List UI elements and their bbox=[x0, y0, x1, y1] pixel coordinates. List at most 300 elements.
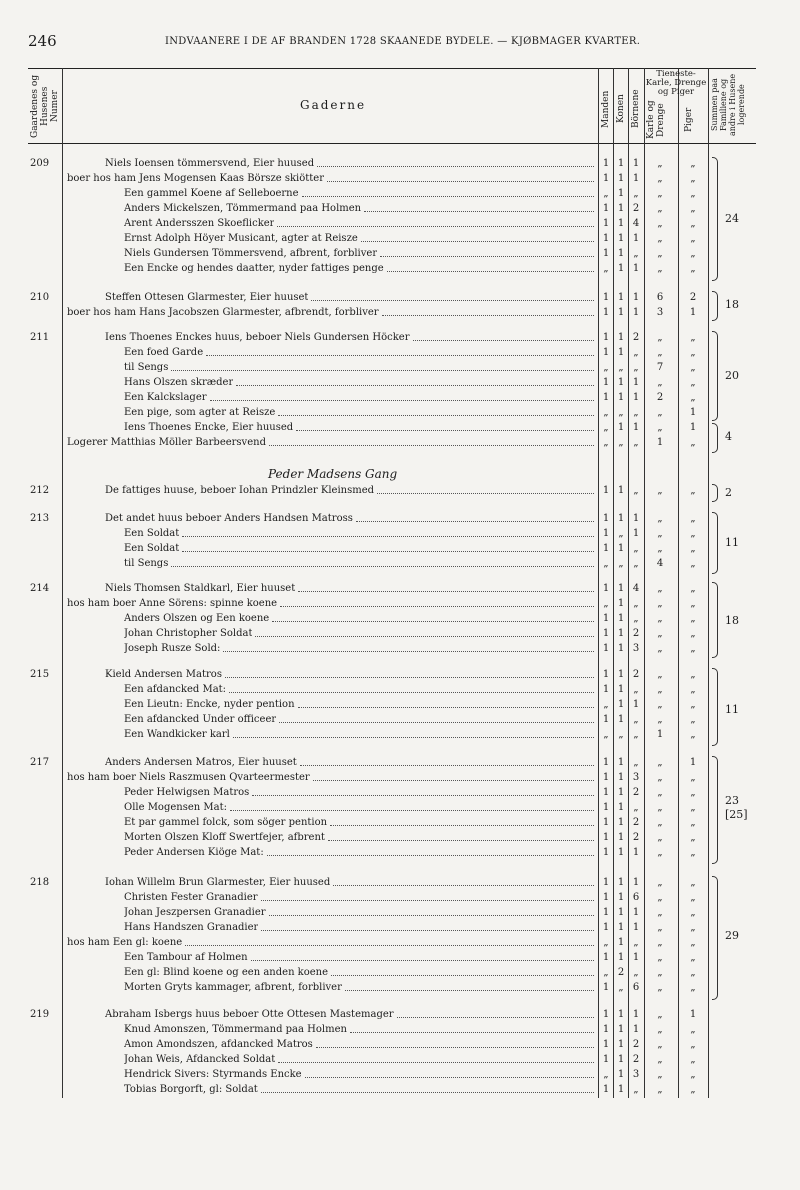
count-b: 1 bbox=[632, 877, 640, 888]
family-brace bbox=[712, 157, 718, 281]
count-kd: „ bbox=[657, 967, 663, 978]
family-brace bbox=[712, 876, 718, 1000]
count-kd: „ bbox=[657, 628, 663, 639]
count-b: 1 bbox=[632, 847, 640, 858]
leader-dots bbox=[305, 1068, 594, 1078]
table-row bbox=[0, 831, 800, 845]
count-b: 3 bbox=[632, 772, 640, 783]
count-b: „ bbox=[633, 714, 639, 725]
family-sum: 18 bbox=[725, 614, 739, 627]
count-m: 1 bbox=[602, 714, 610, 725]
count-m: 1 bbox=[602, 332, 610, 343]
leader-dots bbox=[302, 187, 594, 197]
count-kd: „ bbox=[657, 802, 663, 813]
count-b: 6 bbox=[632, 982, 640, 993]
resident-text: Een gl: Blind koene og een anden koene bbox=[124, 967, 329, 978]
count-p: „ bbox=[690, 643, 696, 654]
count-kd: „ bbox=[657, 877, 663, 888]
table-row bbox=[0, 951, 800, 965]
count-k: 1 bbox=[617, 787, 625, 798]
family-sum: 11 bbox=[725, 536, 739, 549]
count-kd: „ bbox=[657, 543, 663, 554]
count-m: „ bbox=[603, 422, 609, 433]
table-row bbox=[0, 936, 800, 950]
leader-dots bbox=[364, 202, 594, 212]
leader-dots bbox=[278, 1053, 594, 1063]
count-m: „ bbox=[603, 407, 609, 418]
count-p: „ bbox=[690, 714, 696, 725]
family-brace bbox=[712, 512, 718, 574]
count-p: „ bbox=[690, 188, 696, 199]
count-kd: „ bbox=[657, 787, 663, 798]
count-p: „ bbox=[690, 362, 696, 373]
count-b: 1 bbox=[632, 263, 640, 274]
leader-dots bbox=[252, 786, 594, 796]
count-m: „ bbox=[603, 729, 609, 740]
resident-text: hos ham boer Anne Sörens: spinne koene bbox=[67, 598, 278, 609]
table-row bbox=[0, 876, 800, 890]
leader-dots bbox=[356, 512, 594, 522]
count-k: 1 bbox=[617, 1024, 625, 1035]
count-m: 1 bbox=[602, 347, 610, 358]
count-p: „ bbox=[690, 377, 696, 388]
count-b: „ bbox=[633, 729, 639, 740]
leader-dots bbox=[280, 597, 594, 607]
count-m: 1 bbox=[602, 802, 610, 813]
table-row bbox=[0, 698, 800, 712]
count-p: „ bbox=[690, 802, 696, 813]
count-m: 1 bbox=[602, 173, 610, 184]
count-p: „ bbox=[690, 248, 696, 259]
count-kd: „ bbox=[657, 643, 663, 654]
count-b: 1 bbox=[632, 292, 640, 303]
section-title: Peder Madsens Gang bbox=[268, 467, 398, 481]
count-k: 1 bbox=[617, 817, 625, 828]
count-k: 1 bbox=[617, 485, 625, 496]
count-b: „ bbox=[633, 543, 639, 554]
leader-dots bbox=[316, 1038, 594, 1048]
count-k: 1 bbox=[617, 628, 625, 639]
count-p: „ bbox=[690, 922, 696, 933]
family-sum: 24 bbox=[725, 212, 739, 225]
count-k: 1 bbox=[617, 263, 625, 274]
count-k: 1 bbox=[617, 613, 625, 624]
leader-dots bbox=[313, 771, 594, 781]
count-kd: 3 bbox=[656, 307, 664, 318]
resident-text: Knud Amonszen, Tömmermand paa Holmen bbox=[124, 1024, 347, 1035]
family-brace bbox=[712, 756, 718, 864]
count-m: „ bbox=[603, 558, 609, 569]
count-p: „ bbox=[690, 543, 696, 554]
table-row bbox=[0, 728, 800, 742]
table-row bbox=[0, 921, 800, 935]
resident-text: Abraham Isbergs huus beboer Otte Ottesen Mastemager bbox=[105, 1009, 394, 1020]
table-row bbox=[0, 1053, 800, 1067]
count-k: 1 bbox=[617, 188, 625, 199]
family-sum-corrected: [25] bbox=[725, 808, 748, 821]
count-p: „ bbox=[690, 158, 696, 169]
table-row bbox=[0, 391, 800, 405]
leader-dots bbox=[230, 801, 594, 811]
count-p: „ bbox=[690, 817, 696, 828]
count-p: „ bbox=[690, 583, 696, 594]
table-row bbox=[0, 512, 800, 526]
resident-text: Anders Andersen Matros, Eier huuset bbox=[105, 757, 297, 768]
count-kd: „ bbox=[657, 982, 663, 993]
resident-text: Niels Gundersen Tömmersvend, afbrent, forbliver bbox=[124, 248, 378, 259]
resident-text: til Sengs bbox=[124, 362, 169, 373]
count-kd: „ bbox=[657, 1039, 663, 1050]
family-brace bbox=[712, 484, 718, 502]
table-row bbox=[0, 542, 800, 556]
table-row bbox=[0, 771, 800, 785]
resident-text: Een Soldat bbox=[124, 543, 180, 554]
count-m: 1 bbox=[602, 1009, 610, 1020]
family-brace bbox=[712, 291, 718, 321]
count-b: 2 bbox=[632, 332, 640, 343]
count-kd: „ bbox=[657, 158, 663, 169]
count-kd: „ bbox=[657, 263, 663, 274]
count-m: 1 bbox=[602, 892, 610, 903]
resident-text: Johan Christopher Soldat bbox=[124, 628, 253, 639]
count-m: 1 bbox=[602, 203, 610, 214]
count-p: „ bbox=[690, 233, 696, 244]
count-b: „ bbox=[633, 485, 639, 496]
resident-text: Niels Ioensen tömmersvend, Eier huused bbox=[105, 158, 315, 169]
count-k: 1 bbox=[617, 173, 625, 184]
resident-text: Een Kalckslager bbox=[124, 392, 207, 403]
family-sum: 11 bbox=[725, 703, 739, 716]
count-m: 1 bbox=[602, 1039, 610, 1050]
count-b: 1 bbox=[632, 907, 640, 918]
count-kd: „ bbox=[657, 1009, 663, 1020]
table-row bbox=[0, 1068, 800, 1082]
count-m: 1 bbox=[602, 543, 610, 554]
table-row bbox=[0, 157, 800, 171]
count-m: 1 bbox=[602, 832, 610, 843]
count-kd: „ bbox=[657, 233, 663, 244]
count-m: 1 bbox=[602, 377, 610, 388]
count-k: 1 bbox=[617, 952, 625, 963]
col-manden: Manden bbox=[601, 90, 611, 128]
col-karle: Karle og Drenge bbox=[646, 100, 666, 140]
count-m: „ bbox=[603, 967, 609, 978]
table-row bbox=[0, 484, 800, 498]
count-b: 2 bbox=[632, 817, 640, 828]
count-kd: „ bbox=[657, 907, 663, 918]
count-k: 1 bbox=[617, 877, 625, 888]
count-kd: 7 bbox=[656, 362, 664, 373]
count-k: 1 bbox=[617, 218, 625, 229]
count-p: „ bbox=[690, 787, 696, 798]
count-b: 3 bbox=[632, 643, 640, 654]
table-row bbox=[0, 906, 800, 920]
count-b: 1 bbox=[632, 307, 640, 318]
table-row bbox=[0, 262, 800, 276]
count-b: 1 bbox=[632, 377, 640, 388]
count-b: „ bbox=[633, 558, 639, 569]
count-b: 2 bbox=[632, 1054, 640, 1065]
leader-dots bbox=[317, 157, 594, 167]
count-kd: 1 bbox=[656, 437, 664, 448]
count-m: „ bbox=[603, 598, 609, 609]
leader-dots bbox=[345, 981, 594, 991]
resident-text: Iens Thoenes Enckes huus, beboer Niels Gundersen Höcker bbox=[105, 332, 410, 343]
leader-dots bbox=[328, 831, 594, 841]
count-k: 2 bbox=[617, 967, 625, 978]
count-m: 1 bbox=[602, 952, 610, 963]
count-p: 1 bbox=[689, 407, 697, 418]
table-row bbox=[0, 966, 800, 980]
count-k: „ bbox=[618, 528, 624, 539]
count-b: 1 bbox=[632, 922, 640, 933]
count-kd: „ bbox=[657, 485, 663, 496]
table-row bbox=[0, 846, 800, 860]
col-bornene: Börnene bbox=[631, 89, 641, 129]
leader-dots bbox=[311, 291, 594, 301]
count-k: 1 bbox=[617, 772, 625, 783]
count-p: 1 bbox=[689, 307, 697, 318]
count-p: „ bbox=[690, 218, 696, 229]
leader-dots bbox=[296, 421, 594, 431]
resident-text: Joseph Rusze Sold: bbox=[124, 643, 221, 654]
count-m: 1 bbox=[602, 907, 610, 918]
count-kd: 1 bbox=[656, 729, 664, 740]
count-b: 1 bbox=[632, 952, 640, 963]
count-m: 1 bbox=[602, 1024, 610, 1035]
count-p: „ bbox=[690, 847, 696, 858]
count-m: „ bbox=[603, 188, 609, 199]
count-b: 4 bbox=[632, 218, 640, 229]
count-k: 1 bbox=[617, 832, 625, 843]
resident-text: Een Soldat bbox=[124, 528, 180, 539]
leader-dots bbox=[261, 921, 594, 931]
leader-dots bbox=[327, 172, 594, 182]
resident-text: Een pige, som agter at Reisze bbox=[124, 407, 276, 418]
count-k: 1 bbox=[617, 1054, 625, 1065]
resident-text: Iohan Willelm Brun Glarmester, Eier huused bbox=[105, 877, 331, 888]
count-p: „ bbox=[690, 699, 696, 710]
count-b: „ bbox=[633, 967, 639, 978]
count-k: 1 bbox=[617, 307, 625, 318]
count-m: 1 bbox=[602, 982, 610, 993]
count-m: 1 bbox=[602, 218, 610, 229]
count-kd: „ bbox=[657, 248, 663, 259]
family-sum: 29 bbox=[725, 929, 739, 942]
count-p: „ bbox=[690, 528, 696, 539]
count-b: 2 bbox=[632, 203, 640, 214]
count-m: 1 bbox=[602, 158, 610, 169]
resident-text: Ernst Adolph Höyer Musicant, agter at Reisze bbox=[124, 233, 358, 244]
house-number: 211 bbox=[30, 332, 50, 343]
count-b: 3 bbox=[632, 1069, 640, 1080]
count-b: 4 bbox=[632, 583, 640, 594]
resident-text: Niels Thomsen Staldkarl, Eier huuset bbox=[105, 583, 296, 594]
count-k: 1 bbox=[617, 802, 625, 813]
count-b: „ bbox=[633, 937, 639, 948]
table-row bbox=[0, 247, 800, 261]
leader-dots bbox=[298, 698, 594, 708]
count-p: „ bbox=[690, 877, 696, 888]
table-row bbox=[0, 421, 800, 435]
count-b: „ bbox=[633, 1084, 639, 1095]
family-sum: 4 bbox=[725, 430, 732, 443]
count-p: „ bbox=[690, 892, 696, 903]
count-k: 1 bbox=[617, 699, 625, 710]
count-kd: „ bbox=[657, 347, 663, 358]
resident-text: Tobias Borgorft, gl: Soldat bbox=[124, 1084, 258, 1095]
count-k: „ bbox=[618, 407, 624, 418]
count-b: 1 bbox=[632, 528, 640, 539]
count-b: 1 bbox=[632, 1009, 640, 1020]
count-k: „ bbox=[618, 362, 624, 373]
resident-text: Steffen Ottesen Glarmester, Eier huuset bbox=[105, 292, 309, 303]
count-k: 1 bbox=[617, 513, 625, 524]
resident-text: hos ham Een gl: koene bbox=[67, 937, 183, 948]
resident-text: boer hos ham Jens Mogensen Kaas Börsze skiötter bbox=[67, 173, 324, 184]
leader-dots bbox=[171, 361, 594, 371]
table-row bbox=[0, 756, 800, 770]
table-row bbox=[0, 436, 800, 450]
count-kd: „ bbox=[657, 922, 663, 933]
count-m: „ bbox=[603, 437, 609, 448]
count-p: „ bbox=[690, 967, 696, 978]
count-k: 1 bbox=[617, 937, 625, 948]
leader-dots bbox=[413, 331, 594, 341]
leader-dots bbox=[225, 668, 594, 678]
table-row bbox=[0, 891, 800, 905]
count-m: 1 bbox=[602, 1054, 610, 1065]
count-k: 1 bbox=[617, 392, 625, 403]
count-b: „ bbox=[633, 407, 639, 418]
count-k: 1 bbox=[617, 332, 625, 343]
leader-dots bbox=[279, 713, 594, 723]
leader-dots bbox=[233, 728, 594, 738]
count-kd: „ bbox=[657, 513, 663, 524]
resident-text: De fattiges huuse, beboer Iohan Prindzler Kleinsmed bbox=[105, 485, 375, 496]
count-kd: „ bbox=[657, 203, 663, 214]
table-row bbox=[0, 713, 800, 727]
count-p: „ bbox=[690, 729, 696, 740]
leader-dots bbox=[269, 436, 594, 446]
resident-text: Morten Gryts kammager, afbrent, forbliver bbox=[124, 982, 342, 993]
count-p: „ bbox=[690, 173, 696, 184]
table-row bbox=[0, 187, 800, 201]
leader-dots bbox=[251, 951, 594, 961]
count-k: „ bbox=[618, 437, 624, 448]
count-m: 1 bbox=[602, 669, 610, 680]
count-kd: „ bbox=[657, 598, 663, 609]
count-m: 1 bbox=[602, 613, 610, 624]
count-p: „ bbox=[690, 203, 696, 214]
table-row bbox=[0, 217, 800, 231]
resident-text: Een gammel Koene af Selleboerne bbox=[124, 188, 299, 199]
resident-text: boer hos ham Hans Jacobszen Glarmester, afbrendt, forbliver bbox=[67, 307, 379, 318]
count-p: „ bbox=[690, 1054, 696, 1065]
count-kd: „ bbox=[657, 1054, 663, 1065]
resident-text: Morten Olszen Kloff Swertfejer, afbrent bbox=[124, 832, 325, 843]
table-row bbox=[0, 801, 800, 815]
table-row bbox=[0, 683, 800, 697]
count-m: 1 bbox=[602, 1084, 610, 1095]
count-p: „ bbox=[690, 1084, 696, 1095]
count-k: 1 bbox=[617, 669, 625, 680]
count-m: 1 bbox=[602, 307, 610, 318]
count-k: 1 bbox=[617, 1039, 625, 1050]
resident-text: Hans Olszen skræder bbox=[124, 377, 234, 388]
count-m: „ bbox=[603, 937, 609, 948]
resident-text: Een Wandkicker karl bbox=[124, 729, 230, 740]
count-p: 1 bbox=[689, 1009, 697, 1020]
count-kd: „ bbox=[657, 832, 663, 843]
family-sum: 18 bbox=[725, 298, 739, 311]
count-b: „ bbox=[633, 188, 639, 199]
count-p: „ bbox=[690, 392, 696, 403]
resident-text: Een Lieutn: Encke, nyder pention bbox=[124, 699, 295, 710]
leader-dots bbox=[331, 966, 594, 976]
house-number: 214 bbox=[30, 583, 50, 594]
leader-dots bbox=[261, 1083, 594, 1093]
count-m: „ bbox=[603, 263, 609, 274]
count-b: 1 bbox=[632, 513, 640, 524]
table-row bbox=[0, 376, 800, 390]
leader-dots bbox=[236, 376, 594, 386]
leader-dots bbox=[298, 582, 594, 592]
resident-text: Een foed Garde bbox=[124, 347, 204, 358]
count-m: 1 bbox=[602, 513, 610, 524]
leader-dots bbox=[333, 876, 594, 886]
count-b: 1 bbox=[632, 392, 640, 403]
leader-dots bbox=[272, 612, 594, 622]
house-number: 218 bbox=[30, 877, 50, 888]
leader-dots bbox=[380, 247, 594, 257]
count-k: 1 bbox=[617, 757, 625, 768]
resident-text: Anders Mickelszen, Tömmermand paa Holmen bbox=[124, 203, 362, 214]
leader-dots bbox=[171, 557, 594, 567]
count-p: „ bbox=[690, 669, 696, 680]
count-p: „ bbox=[690, 684, 696, 695]
leader-dots bbox=[210, 391, 594, 401]
leader-dots bbox=[361, 232, 594, 242]
leader-dots bbox=[382, 306, 594, 316]
count-p: 2 bbox=[689, 292, 697, 303]
count-k: 1 bbox=[617, 543, 625, 554]
count-b: „ bbox=[633, 684, 639, 695]
resident-text: Peder Andersen Kiöge Mat: bbox=[124, 847, 264, 858]
leader-dots bbox=[255, 627, 594, 637]
count-m: 1 bbox=[602, 757, 610, 768]
resident-text: til Sengs bbox=[124, 558, 169, 569]
table-row bbox=[0, 816, 800, 830]
table-row bbox=[0, 406, 800, 420]
count-m: 1 bbox=[602, 684, 610, 695]
count-k: 1 bbox=[617, 158, 625, 169]
count-p: 1 bbox=[689, 422, 697, 433]
count-k: 1 bbox=[617, 583, 625, 594]
count-p: „ bbox=[690, 513, 696, 524]
count-kd: „ bbox=[657, 613, 663, 624]
house-number: 217 bbox=[30, 757, 50, 768]
count-kd: „ bbox=[657, 188, 663, 199]
count-b: 1 bbox=[632, 1024, 640, 1035]
count-k: 1 bbox=[617, 233, 625, 244]
count-b: „ bbox=[633, 802, 639, 813]
table-row bbox=[0, 557, 800, 571]
family-brace bbox=[712, 582, 718, 658]
count-m: 1 bbox=[602, 392, 610, 403]
count-k: 1 bbox=[617, 292, 625, 303]
count-b: 1 bbox=[632, 699, 640, 710]
